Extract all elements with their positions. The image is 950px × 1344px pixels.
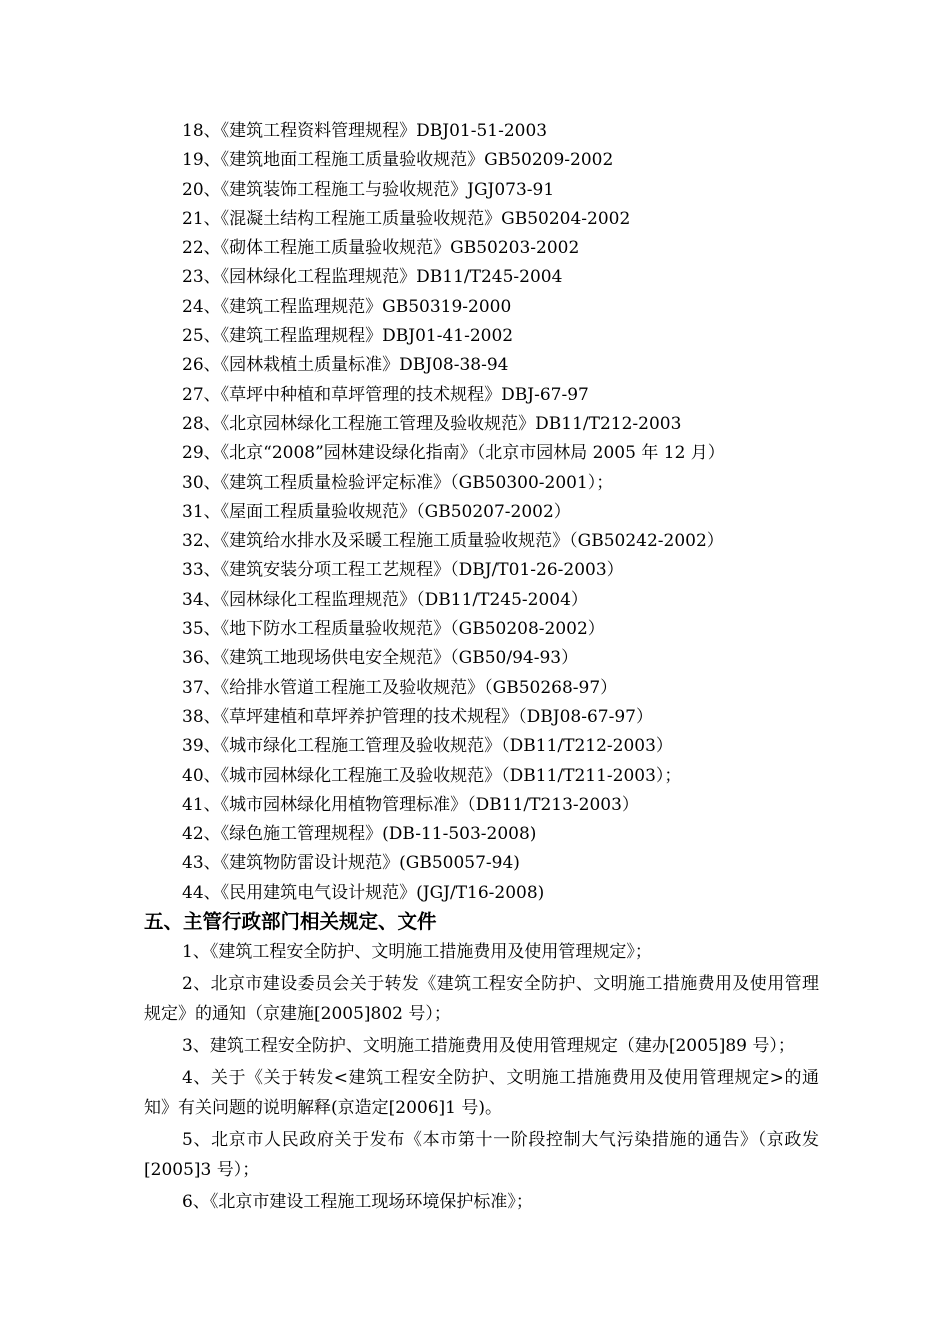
list-item: 21、《混凝土结构工程施工质量验收规范》GB50204-2002 — [182, 208, 631, 229]
list-item: 30、《建筑工程质量检验评定标准》（GB50300-2001）； — [182, 472, 614, 493]
list-item: 18、《建筑工程资料管理规程》DBJ01-51-2003 — [182, 121, 548, 141]
list-item: 42、《绿色施工管理规程》(DB-11-503-2008) — [182, 824, 537, 845]
list-item: 43、《建筑物防雷设计规范》(GB50057-94) — [182, 853, 520, 874]
list-item: 37、《给排水管道工程施工及验收规范》（GB50268-97） — [182, 677, 618, 698]
list-item: 35、《地下防水工程质量验收规范》（GB50208-2002） — [182, 619, 605, 640]
list-item: 23、《园林绿化工程监理规范》DB11/T245-2004 — [182, 267, 563, 288]
list-item: 32、《建筑给水排水及采暖工程施工质量验收规范》（GB50242-2002） — [182, 531, 724, 552]
list-item: 27、《草坪中种植和草坪管理的技术规程》DBJ-67-97 — [182, 384, 589, 405]
list-item: 34、《园林绿化工程监理规范》（DB11/T245-2004） — [182, 589, 588, 610]
list-item: 29、《北京“2008”园林建设绿化指南》（北京市园林局 2005 年 12 月） — [182, 443, 725, 464]
section-paragraphs — [144, 937, 819, 1219]
list-item: 19、《建筑地面工程施工质量验收规范》GB50209-2002 — [182, 150, 614, 171]
list-item: 36、《建筑工地现场供电安全规范》（GB50/94-93） — [182, 648, 579, 669]
paragraph: 6、《北京市建设工程施工现场环境保护标准》； — [182, 1192, 533, 1212]
paragraph: 2、北京市建设委员会关于转发《建筑工程安全防护、文明施工措施费用及使用管理规定》的通知（京建施[2005]802 号）； — [144, 974, 819, 1024]
section-heading: 五、主管行政部门相关规定、文件 — [144, 910, 437, 933]
list-item: 41、《城市园林绿化用植物管理标准》（DB11/T213-2003） — [182, 794, 639, 815]
list-item: 22、《砌体工程施工质量验收规范》GB50203-2002 — [182, 238, 580, 259]
list-item: 20、《建筑装饰工程施工与验收规范》JGJ073-91 — [182, 179, 555, 200]
paragraph: 1、《建筑工程安全防护、文明施工措施费用及使用管理规定》； — [182, 942, 652, 962]
paragraph: 5、北京市人民政府关于发布《本市第十一阶段控制大气污染措施的通告》（京政发[2005]3 号）； — [144, 1130, 819, 1180]
standards-list — [182, 117, 862, 908]
list-item: 25、《建筑工程监理规程》DBJ01-41-2002 — [182, 326, 514, 347]
list-item: 24、《建筑工程监理规范》GB50319-2000 — [182, 296, 512, 317]
list-item: 28、《北京园林绿化工程施工管理及验收规范》DB11/T212-2003 — [182, 413, 682, 434]
list-item: 31、《屋面工程质量验收规范》（GB50207-2002） — [182, 501, 571, 522]
list-item: 39、《城市绿化工程施工管理及验收规范》（DB11/T212-2003） — [182, 736, 673, 757]
list-item: 38、《草坪建植和草坪养护管理的技术规程》（DBJ08-67-97） — [182, 706, 653, 727]
list-item: 26、《园林栽植土质量标准》DBJ08-38-94 — [182, 355, 509, 376]
list-item: 44、《民用建筑电气设计规范》(JGJ/T16-2008) — [182, 882, 545, 903]
paragraph: 4、关于《关于转发<建筑工程安全防护、文明施工措施费用及使用管理规定>的通知》有关问题的说明解释(京造定[2006]1 号)。 — [144, 1068, 819, 1118]
paragraph: 3、建筑工程安全防护、文明施工措施费用及使用管理规定（建办[2005]89 号）； — [182, 1036, 795, 1056]
list-item: 40、《城市园林绿化工程施工及验收规范》（DB11/T211-2003）； — [182, 765, 682, 786]
list-item: 33、《建筑安装分项工程工艺规程》（DBJ/T01-26-2003） — [182, 560, 624, 581]
